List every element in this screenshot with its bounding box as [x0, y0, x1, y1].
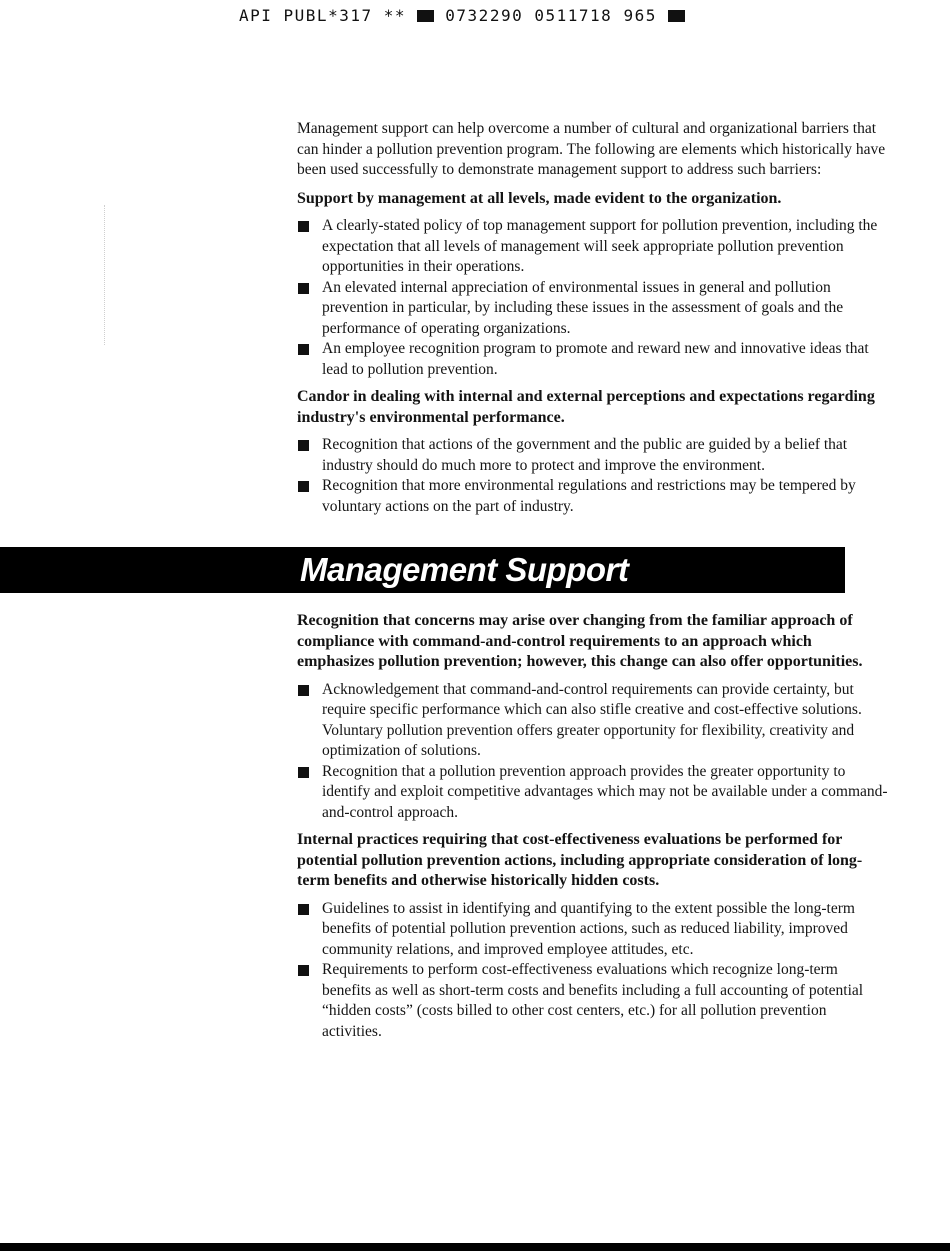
list-item: Requirements to perform cost-effectiveness evaluations which recognize long-term benefits as well as short-term costs and benefits including a full accounting of potential “hidden costs” (costs billed to other cost centers, etc.) for all pollution prevention activities. [297, 960, 889, 1042]
bullet-list [297, 435, 889, 517]
upper-content [297, 119, 889, 524]
list-item: Recognition that actions of the government and the public are guided by a belief that industry should do much more to protect and improve the environment. [297, 435, 889, 476]
list-item: Guidelines to assist in identifying and quantifying to the extent possible the long-term benefits of potential pollution prevention actions, such as reduced liability, improved community relations, and improved employee attitudes, etc. [297, 899, 889, 961]
document-code-header [239, 6, 685, 25]
document-code-c: 965 [623, 6, 657, 25]
bullet-list [297, 899, 889, 1043]
list-item: Recognition that a pollution prevention approach provides the greater opportunity to identify and exploit competitive advantages which may not be available under a command-and-control approach. [297, 762, 889, 824]
document-code-prefix: API PUBL*317 ** [239, 6, 406, 25]
black-block-mark [668, 10, 685, 22]
banner-title: Management Support [300, 551, 629, 588]
list-item: An employee recognition program to promote and reward new and innovative ideas that lead to pollution prevention. [297, 339, 889, 380]
list-item: Recognition that more environmental regulations and restrictions may be tempered by voluntary actions on the part of industry. [297, 476, 889, 517]
section-heading: Support by management at all levels, made evident to the organization. [297, 189, 782, 207]
bullet-list [297, 680, 889, 824]
black-block-mark [417, 10, 434, 22]
lower-content [297, 611, 889, 1049]
document-code-a: 0732290 [445, 6, 524, 25]
list-item: An elevated internal appreciation of environmental issues in general and pollution prevention in particular, by including these issues in the assessment of goals and the performance of operating organizations. [297, 278, 889, 340]
section-heading: Candor in dealing with internal and external perceptions and expectations regarding industry's environmental performance. [297, 388, 875, 426]
bullet-list [297, 216, 889, 380]
section-heading: Internal practices requiring that cost-effectiveness evaluations be performed for potential pollution prevention actions, including appropriate consideration of long-term benefits and otherwise historically hidden costs. [297, 831, 863, 889]
list-item: A clearly-stated policy of top management support for pollution prevention, including the expectation that all levels of management will seek appropriate pollution prevention opportunities in their operations. [297, 216, 889, 278]
document-code-b: 0511718 [534, 6, 613, 25]
list-item: Acknowledgement that command-and-control requirements can provide certainty, but require specific performance which can also stifle creative and cost-effective solutions. Voluntary pollution prevention offers greater opportunity for flexibility, creativity and optimization of solutions. [297, 680, 889, 762]
page-bottom-rule [0, 1243, 950, 1251]
intro-paragraph: Management support can help overcome a number of cultural and organizational barriers that can hinder a pollution prevention program. The following are elements which historically have been used successfully to demonstrate management support to address such barriers: [297, 120, 886, 178]
scan-margin-artifact [104, 205, 106, 345]
section-banner [0, 547, 845, 593]
section-heading: Recognition that concerns may arise over changing from the familiar approach of compliance with command-and-control requirements to an approach which emphasizes pollution prevention; however, this change can also offer opportunities. [297, 612, 863, 670]
